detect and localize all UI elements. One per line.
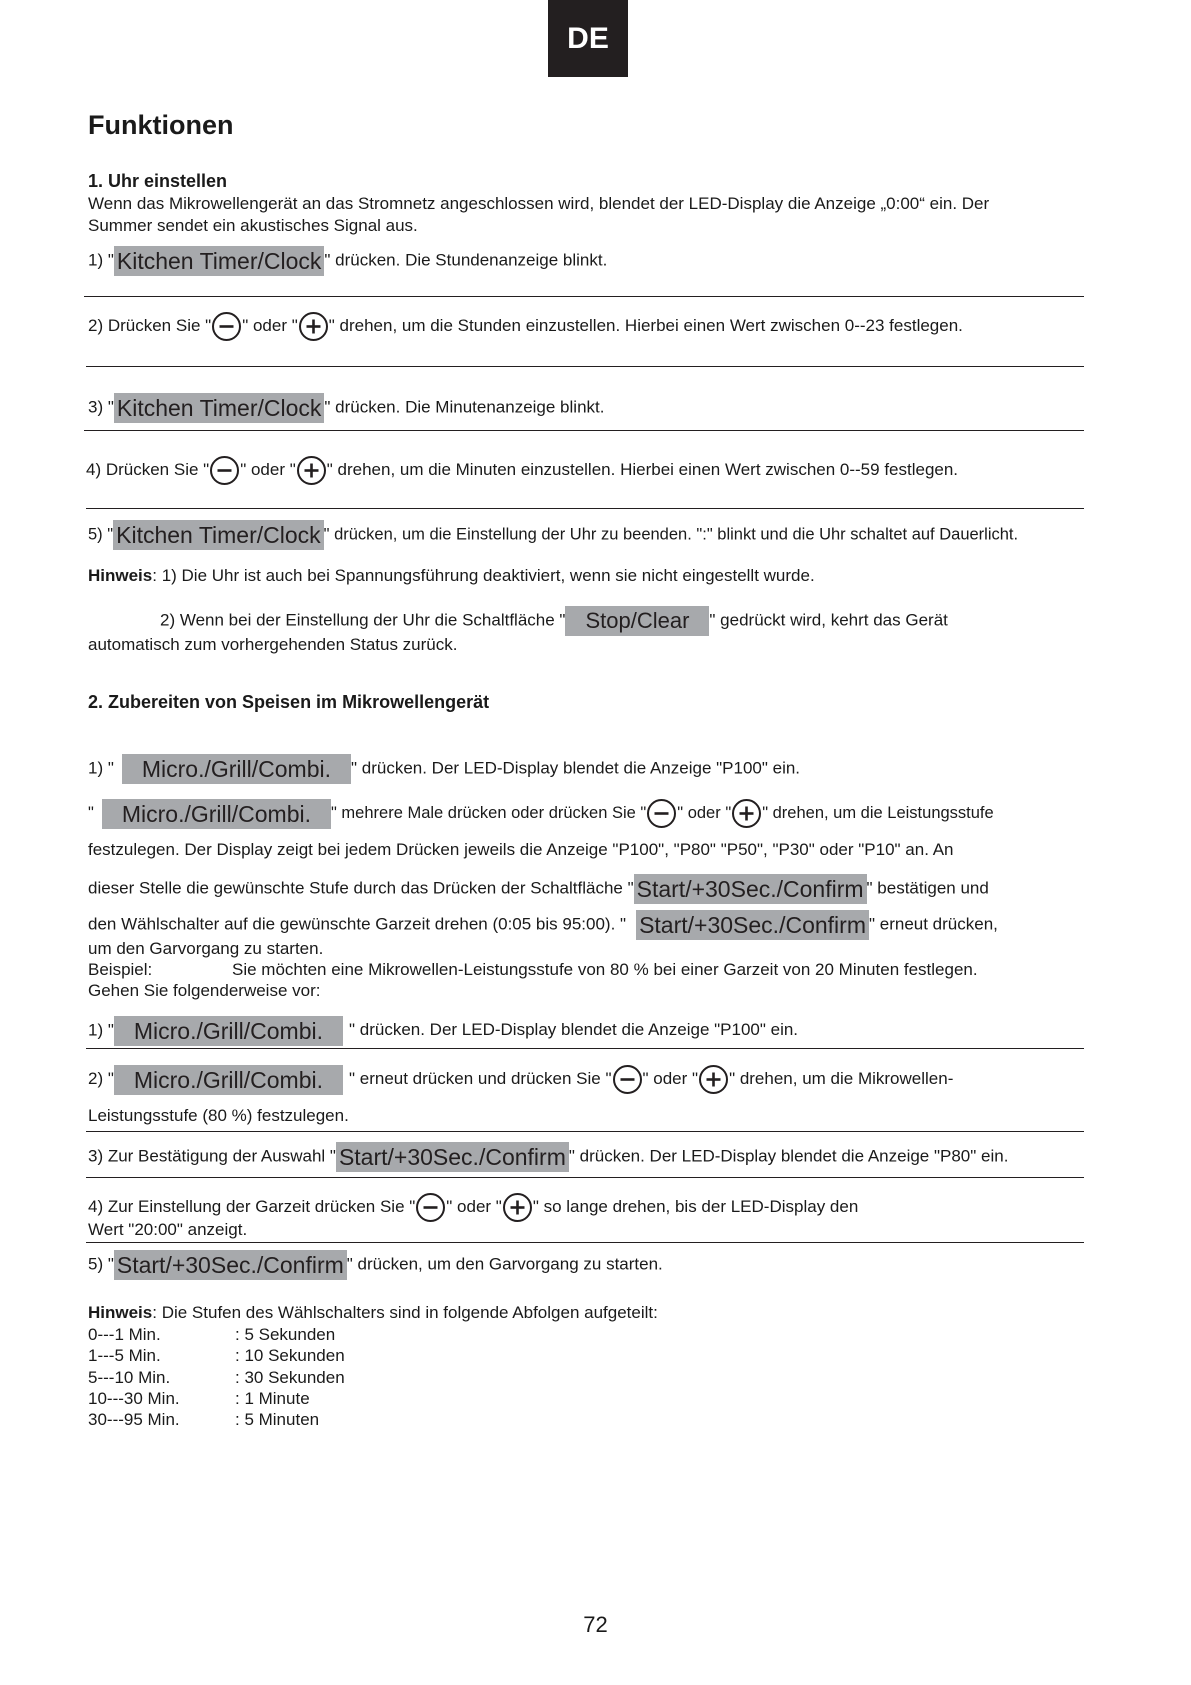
step-text: den Wählschalter auf die gewünschte Garzeit drehen (0:05 bis 95:00). "	[88, 914, 627, 934]
minus-circle-icon	[209, 455, 240, 486]
page-title: Funktionen	[88, 110, 234, 140]
step-increment: : 10 Sekunden	[235, 1346, 345, 1365]
plus-circle-icon	[296, 455, 327, 486]
cooking-power-line5: um den Garvorgang zu starten.	[88, 939, 324, 958]
start-confirm-key: Start/+30Sec./Confirm	[114, 1250, 347, 1280]
step-text: 2) "	[88, 1068, 114, 1088]
cooking-step-1	[88, 754, 800, 784]
step-text: 4) Drücken Sie "	[86, 459, 210, 479]
cooking-power-line1	[88, 798, 994, 829]
cooking-power-line2: festzulegen. Der Display zeigt bei jedem Drücken jeweils die Anzeige "P100", "P80" "P50", "P30" oder "P10" an. An	[88, 840, 954, 859]
divider	[86, 1048, 1084, 1049]
step-text: " so lange drehen, bis der LED-Display den	[532, 1196, 859, 1216]
step-text: 2) Drücken Sie "	[88, 315, 212, 335]
section-heading-cooking: 2. Zubereiten von Speisen im Mikrowellengerät	[88, 692, 490, 712]
note-text: 2) Wenn bei der Einstellung der Uhr die Schaltfläche "	[160, 610, 566, 630]
divider	[86, 1177, 1084, 1178]
step-text: 1) "	[88, 1020, 114, 1040]
step-increment: : 5 Minuten	[235, 1410, 320, 1429]
step-text: " drehen, um die Stunden einzustellen. Hierbei einen Wert zwischen 0--23 festlegen.	[328, 315, 963, 335]
step-text: " drücken. Der LED-Display blendet die Anzeige "P100" ein.	[349, 1020, 799, 1040]
step-text: 1) "	[88, 758, 114, 778]
step-text: " erneut drücken,	[868, 914, 998, 934]
step-text: 1) "	[88, 250, 114, 270]
step-text: " bestätigen und	[866, 878, 989, 898]
example-step-3	[88, 1142, 1008, 1172]
step-range: 0---1 Min.	[88, 1325, 161, 1344]
kitchen-timer-clock-key: Kitchen Timer/Clock	[114, 246, 325, 276]
start-confirm-key: Start/+30Sec./Confirm	[336, 1142, 569, 1172]
minus-circle-icon	[415, 1192, 446, 1223]
minus-circle-icon	[612, 1064, 643, 1095]
step-text: 5) "	[88, 525, 114, 544]
step-text: 3) Zur Bestätigung der Auswahl "	[88, 1146, 336, 1166]
step-text: dieser Stelle die gewünschte Stufe durch das Drücken der Schaltfläche "	[88, 878, 634, 898]
step-text: " erneut drücken und drücken Sie "	[349, 1068, 612, 1088]
example-text: Sie möchten eine Mikrowellen-Leistungsstufe von 80 % bei einer Garzeit von 20 Minuten festlegen.	[232, 960, 978, 979]
note-text: : Die Stufen des Wählschalters sind in folgende Abfolgen aufgeteilt:	[152, 1303, 658, 1322]
divider	[86, 366, 1084, 367]
start-confirm-key: Start/+30Sec./Confirm	[636, 910, 869, 940]
stop-clear-key: Stop/Clear	[565, 606, 709, 636]
example-line2: Gehen Sie folgenderweise vor:	[88, 981, 321, 1000]
cooking-power-line4	[88, 910, 998, 940]
step-text: " drücken. Die Stundenanzeige blinkt.	[324, 250, 608, 270]
example-step-4	[88, 1192, 858, 1223]
clock-note-2-line2: automatisch zum vorhergehenden Status zurück.	[88, 635, 458, 654]
kitchen-timer-clock-key: Kitchen Timer/Clock	[113, 520, 324, 550]
step-text: " oder "	[642, 1068, 699, 1088]
example-step-5	[88, 1250, 663, 1280]
step-text: " drehen, um die Leistungsstufe	[762, 803, 994, 822]
step-range: 1---5 Min.	[88, 1346, 161, 1365]
clock-intro-line2: Summer sendet ein akustisches Signal aus.	[88, 216, 418, 235]
divider	[86, 508, 1084, 509]
step-increment: : 5 Sekunden	[235, 1325, 336, 1344]
clock-step-5	[88, 520, 1018, 550]
clock-step-3	[88, 393, 604, 423]
step-text: " oder "	[240, 459, 296, 479]
dial-note	[88, 1303, 658, 1323]
step-range: 10---30 Min.	[88, 1389, 180, 1408]
divider	[84, 430, 1084, 431]
plus-circle-icon	[731, 798, 762, 829]
clock-note-1	[88, 566, 815, 586]
step-increment: : 1 Minute	[235, 1389, 310, 1408]
example-label: Beispiel:	[88, 960, 153, 979]
clock-note-2	[160, 606, 948, 636]
step-text: "	[88, 803, 94, 822]
plus-circle-icon	[698, 1064, 729, 1095]
micro-grill-combi-key: Micro./Grill/Combi.	[122, 754, 351, 784]
step-text: " oder "	[242, 315, 298, 335]
example-step-1	[88, 1016, 798, 1046]
example-step-2	[88, 1064, 953, 1095]
step-text: " mehrere Male drücken oder drücken Sie "	[330, 803, 647, 822]
step-text: " drehen, um die Minuten einzustellen. Hierbei einen Wert zwischen 0--59 festlegen.	[326, 459, 959, 479]
minus-circle-icon	[211, 311, 242, 342]
step-text: " oder "	[677, 803, 732, 822]
clock-step-4	[86, 455, 958, 486]
step-text: " drücken, um die Einstellung der Uhr zu beenden. ":" blinkt und die Uhr schaltet auf Dauerlicht.	[323, 525, 1019, 544]
step-text: " drücken. Die Minutenanzeige blinkt.	[324, 397, 605, 417]
step-text: 3) "	[88, 397, 114, 417]
step-text: 4) Zur Einstellung der Garzeit drücken Sie "	[88, 1196, 416, 1216]
start-confirm-key: Start/+30Sec./Confirm	[634, 874, 867, 904]
plus-circle-icon	[298, 311, 329, 342]
note-label: Hinweis	[88, 1303, 153, 1322]
kitchen-timer-clock-key: Kitchen Timer/Clock	[114, 393, 325, 423]
note-text: " gedrückt wird, kehrt das Gerät	[709, 610, 948, 630]
micro-grill-combi-key: Micro./Grill/Combi.	[114, 1065, 343, 1095]
step-text: " drücken. Der LED-Display blendet die Anzeige "P100" ein.	[351, 758, 801, 778]
micro-grill-combi-key: Micro./Grill/Combi.	[114, 1016, 343, 1046]
page-number: 72	[583, 1612, 608, 1637]
micro-grill-combi-key: Micro./Grill/Combi.	[102, 799, 331, 829]
step-range: 30---95 Min.	[88, 1410, 180, 1429]
step-text: " oder "	[446, 1196, 502, 1216]
step-text: " drücken. Der LED-Display blendet die Anzeige "P80" ein.	[568, 1146, 1009, 1166]
cooking-power-line3	[88, 874, 989, 904]
step-text: 5) "	[88, 1254, 114, 1274]
plus-circle-icon	[502, 1192, 533, 1223]
step-increment: : 30 Sekunden	[235, 1368, 345, 1387]
note-label: Hinweis	[88, 566, 153, 585]
example-step-2-line2: Leistungsstufe (80 %) festzulegen.	[88, 1106, 349, 1125]
step-text: " drehen, um die Mikrowellen-	[729, 1068, 954, 1088]
section-heading-clock: 1. Uhr einstellen	[88, 171, 228, 191]
clock-intro-line1: Wenn das Mikrowellengerät an das Stromnetz angeschlossen wird, blendet der LED-Display die Anzeige „0:00“ ein. Der	[88, 194, 990, 213]
divider	[86, 1242, 1084, 1243]
example-step-4-line2: Wert "20:00" anzeigt.	[88, 1220, 248, 1239]
clock-step-1	[88, 246, 607, 276]
step-text: " drücken, um den Garvorgang zu starten.	[346, 1254, 663, 1274]
divider	[84, 296, 1084, 297]
language-tab: DE	[548, 0, 628, 77]
clock-step-2	[88, 311, 963, 342]
note-text: : 1) Die Uhr ist auch bei Spannungsführung deaktiviert, wenn sie nicht eingestellt wurde.	[152, 566, 815, 585]
step-range: 5---10 Min.	[88, 1368, 171, 1387]
divider	[86, 1131, 1084, 1132]
minus-circle-icon	[646, 798, 677, 829]
